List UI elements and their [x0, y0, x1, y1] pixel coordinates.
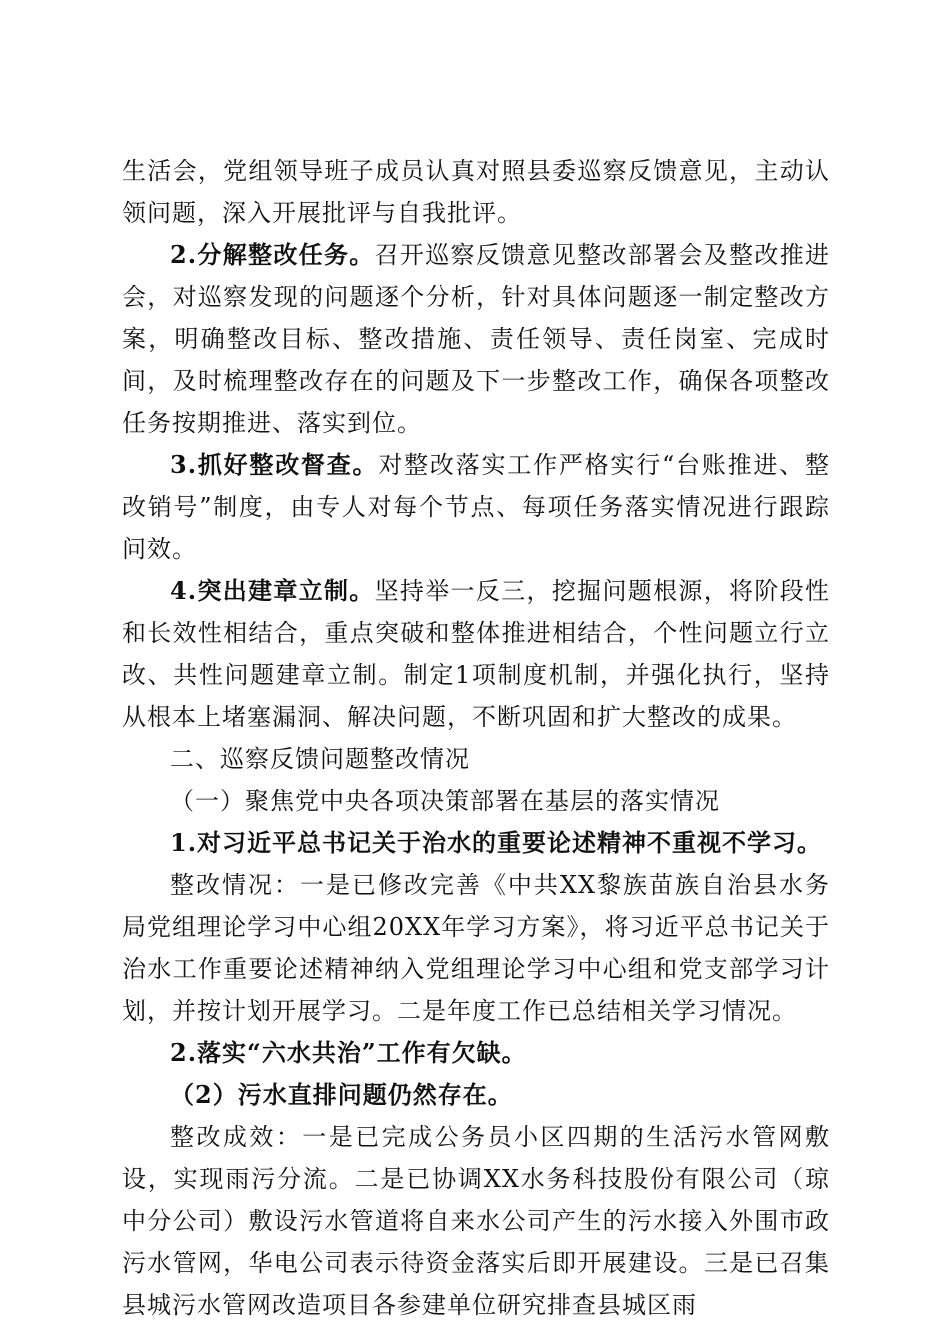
paragraph-2-text: 召开巡察反馈意见整改部署会及整改推进会，对巡察发现的问题逐个分析，针对具体问题逐一制定整改方案，明确整改目标、整改措施、责任领导、责任岗室、完成时间，及时梳理整改存在的问题及下一步整改工作，确保各项整改任务按期推进、落实到位。	[122, 241, 831, 437]
subsection-heading-1-text: （一）聚焦党中央各项决策部署在基层的落实情况	[170, 787, 720, 815]
issue-heading-2-text: 2.落实“六水共治”工作有欠缺。	[170, 1038, 527, 1067]
paragraph-rectification-1	[122, 864, 830, 1032]
paragraph-rectification-2-text: 整改成效：一是已完成公务员小区四期的生活污水管网敷设，实现雨污分流。二是已协调XX水务科技股份有限公司（琼中分公司）敷设污水管道将自来水公司产生的污水接入外围市政污水管网，华电公司表示待资金落实后即开展建设。三是已召集县城污水管网改造项目各参建单位研究排查县城区雨	[122, 1123, 830, 1319]
issue-heading-1-text: 1.对习近平总书记关于治水的重要论述精神不重视不学习。	[170, 828, 823, 857]
paragraph-3	[122, 444, 830, 570]
paragraph-4-lead: 4.突出建章立制。	[170, 576, 375, 605]
paragraph-2	[122, 234, 830, 444]
paragraph-rectification-1-text: 整改情况：一是已修改完善《中共XX黎族苗族自治县水务局党组理论学习中心组20XX年学习方案》，将习近平总书记关于治水工作重要论述精神纳入党组理论学习中心组和党支部学习计划，并按计划开展学习。二是年度工作已总结相关学习情况。	[122, 871, 830, 1025]
paragraph-rectification-2	[122, 1116, 830, 1326]
paragraph-3-text: 对整改落实工作严格实行“台账推进、整改销号”制度，由专人对每个节点、每项任务落实情况进行跟踪问效。	[122, 451, 830, 563]
document-page	[122, 150, 830, 1326]
paragraph-4-text: 坚持举一反三，挖掘问题根源，将阶段性和长效性相结合，重点突破和整体推进相结合，个性问题立行立改、共性问题建章立制。制定1项制度机制，并强化执行，坚持从根本上堵塞漏洞、解决问题，不断巩固和扩大整改的成果。	[122, 577, 831, 731]
issue-subheading-2-2	[122, 1074, 830, 1116]
issue-subheading-2-2-text: （2）污水直排问题仍然存在。	[170, 1080, 513, 1109]
subsection-heading-1	[122, 780, 830, 822]
paragraph-2-lead: 2.分解整改任务。	[170, 240, 375, 269]
paragraph-1	[122, 150, 830, 234]
issue-heading-1	[122, 822, 830, 864]
section-heading-2	[122, 738, 830, 780]
issue-heading-2	[122, 1032, 830, 1074]
paragraph-4	[122, 570, 830, 738]
paragraph-1-text: 生活会，党组领导班子成员认真对照县委巡察反馈意见，主动认领问题，深入开展批评与自我批评。	[122, 157, 830, 227]
paragraph-3-lead: 3.抓好整改督查。	[170, 450, 379, 479]
section-heading-2-text: 二、巡察反馈问题整改情况	[170, 745, 470, 773]
